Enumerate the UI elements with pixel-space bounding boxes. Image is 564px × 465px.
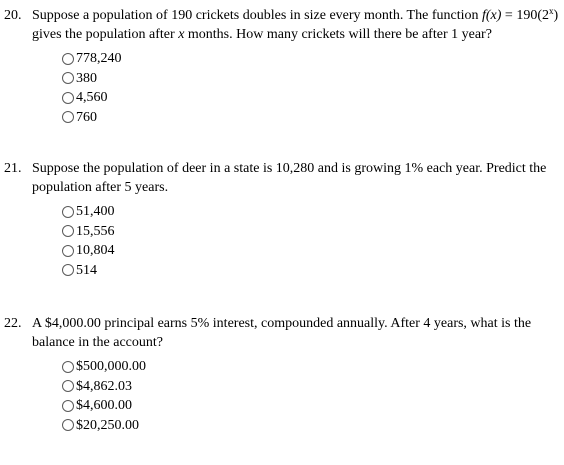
answer-option[interactable] [62, 88, 560, 108]
exponent: x [548, 6, 554, 16]
answer-options [62, 49, 560, 127]
answer-option[interactable] [62, 377, 560, 397]
function-notation: f(x) [481, 8, 502, 23]
radio-button[interactable] [62, 225, 74, 237]
answer-label: 51,400 [76, 204, 115, 220]
question-21 [4, 159, 560, 280]
answer-label: 778,240 [76, 51, 122, 67]
question-header [4, 6, 560, 44]
radio-button[interactable] [62, 111, 74, 123]
answer-option[interactable] [62, 202, 560, 222]
radio-button[interactable] [62, 206, 74, 218]
answer-label: 514 [76, 262, 97, 278]
radio-button[interactable] [62, 264, 74, 276]
question-number: 22. [4, 316, 22, 331]
answer-option[interactable] [62, 396, 560, 416]
answer-label: 15,556 [76, 223, 115, 239]
answer-option[interactable] [62, 49, 560, 69]
answer-options [62, 357, 560, 435]
radio-button[interactable] [62, 361, 74, 373]
answer-label: 380 [76, 70, 97, 86]
question-number: 20. [4, 8, 22, 23]
variable: x [178, 27, 185, 42]
answer-label: 10,804 [76, 243, 115, 259]
answer-option[interactable] [62, 416, 560, 436]
question-header [4, 314, 560, 352]
radio-button[interactable] [62, 72, 74, 84]
question-text: Suppose the population of deer in a state is 10,280 and is growing 1% each year. Predict the population after 5 years. [32, 161, 547, 195]
radio-button[interactable] [62, 380, 74, 392]
answer-label: $500,000.00 [76, 359, 146, 375]
radio-button[interactable] [62, 245, 74, 257]
answer-label: 760 [76, 109, 97, 125]
answer-option[interactable] [62, 241, 560, 261]
answer-option[interactable] [62, 108, 560, 128]
radio-button[interactable] [62, 419, 74, 431]
answer-option[interactable] [62, 357, 560, 377]
answer-option[interactable] [62, 222, 560, 242]
radio-button[interactable] [62, 400, 74, 412]
radio-button[interactable] [62, 53, 74, 65]
answer-option[interactable] [62, 261, 560, 281]
question-text: A $4,000.00 principal earns 5% interest, compounded annually. After 4 years, what is the balance in the account? [32, 316, 532, 350]
answer-label: $4,862.03 [76, 378, 132, 394]
question-header [4, 159, 560, 197]
answer-option[interactable] [62, 69, 560, 89]
question-22 [4, 314, 560, 435]
answer-label: $20,250.00 [76, 417, 139, 433]
answer-label: $4,600.00 [76, 398, 132, 414]
question-number: 21. [4, 161, 22, 176]
question-text: Suppose a population of 190 crickets doubles in size every month. The function $f(x) = 190(2^x)$ gives the population after x months. How many crickets will there be after 1 year? [32, 6, 559, 42]
answer-options [62, 202, 560, 280]
answer-label: 4,560 [76, 90, 108, 106]
radio-button[interactable] [62, 92, 74, 104]
question-20 [4, 6, 560, 127]
